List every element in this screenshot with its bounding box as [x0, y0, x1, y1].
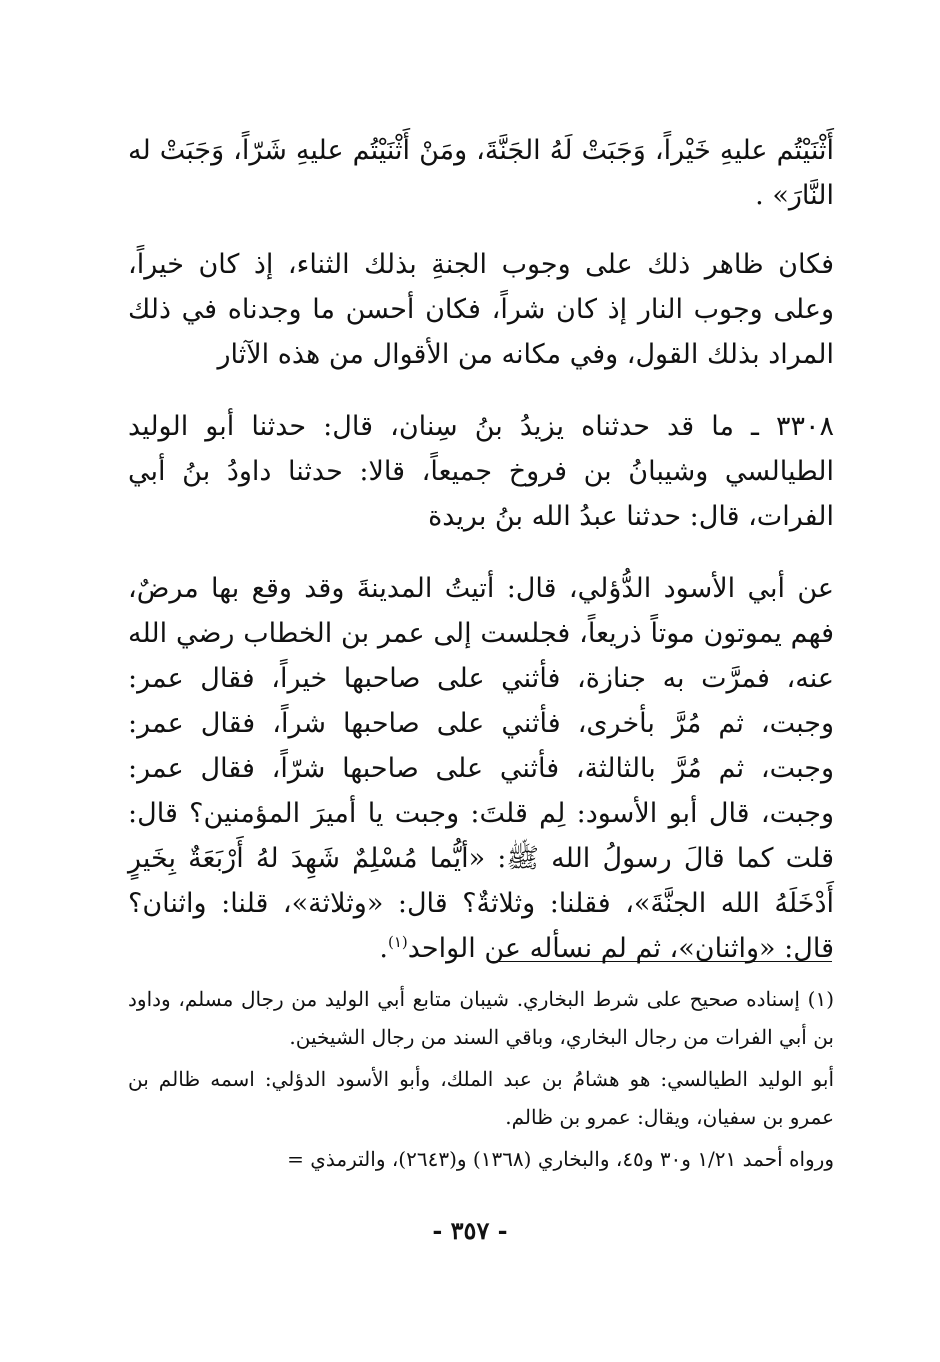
commentary-text: فكان ظاهر ذلك على وجوب الجنةِ بذلك الثناء، إذ كان خيراً، وعلى وجوب النار إذ كان شراً، فكان أحسن ما وجدناه في ذلك المراد بذلك القول، وفي مكانه من الأقوال من هذه الآثار	[128, 249, 834, 370]
footnotes-section	[128, 980, 834, 1178]
isnad-paragraph	[128, 404, 834, 539]
matn-end-punctuation: .	[379, 933, 388, 964]
footnote-reference: (١)	[387, 933, 408, 951]
matn-paragraph	[128, 566, 834, 971]
commentary-paragraph	[128, 242, 834, 377]
footnote-divider	[490, 961, 832, 962]
matn-block	[128, 566, 834, 971]
page-number: - ٣٥٧ -	[432, 1216, 508, 1245]
footnote-1-sources: ورواه أحمد ١/٢١ و٣٠ و٤٥، والبخاري (١٣٦٨) و(٢٦٤٣)، والترمذي =	[287, 1147, 834, 1171]
intro-text: أَثْنَيْتُم عليهِ خَيْراً، وَجَبَتْ لَهُ الجَنَّةَ، ومَنْ أَثْنَيْتُم عليهِ شَرّاً، وَجَبَتْ له النَّارَ» .	[128, 135, 834, 211]
footnote-1-names: أبو الوليد الطيالسي: هو هشامُ بن عبد الملك، وأبو الأسود الدؤلي: اسمه ظالم بن عمرو بن سفيان، ويقال: عمرو بن ظالم.	[128, 1067, 834, 1129]
hadith-ending-paragraph	[128, 128, 834, 218]
isnad-text: ٣٣٠٨ ـ ما قد حدثناه يزيدُ بنُ سِنان، قال: حدثنا أبو الوليد الطيالسي وشيبانُ بن فروخ جميعاً، قالا: حدثنا داودُ بنُ أبي الفرات، قال: حدثنا عبدُ الله بنُ بريدة	[128, 411, 834, 532]
matn-text: عن أبي الأسود الدُّؤلي، قال: أتيتُ المدينةَ وقد وقع بها مرضٌ، فهم يموتون موتاً ذريعاً، فجلست إلى عمر بن الخطاب رضي الله عنه، فمرَّت به جنازة، فأثني على صاحبها خيراً، فقال عمر: وجبت، ثم مُرَّ بأخرى، فأثني على صاحبها شراً، فقال عمر: وجبت، ثم مُرَّ بالثالثة، فأثني على صاحبها شرّاً، فقال عمر: وجبت، قال أبو الأسود: لِم قلتَ: وجبت يا أميرَ المؤمنين؟ قال: قلت كما قالَ رسولُ الله ﷺ: «أيُّما مُسْلِمٌ شَهِدَ لهُ أَرْبَعَةٌ بِخَيرٍ أَدْخَلَهُ الله الجنَّةَ»، فقلنا: وثلاثةٌ؟ قال: «وثلاثة»، قلنا: واثنان؟ قال: «واثنان»، ثم لم نسأله عن الواحد	[128, 573, 834, 964]
footnote-1-main: (١) إسناده صحيح على شرط البخاري. شيبان متابع أبي الوليد من رجال مسلم، وداود بن أبي الفرات من رجال البخاري، وباقي السند من رجال الشيخين.	[128, 987, 834, 1049]
